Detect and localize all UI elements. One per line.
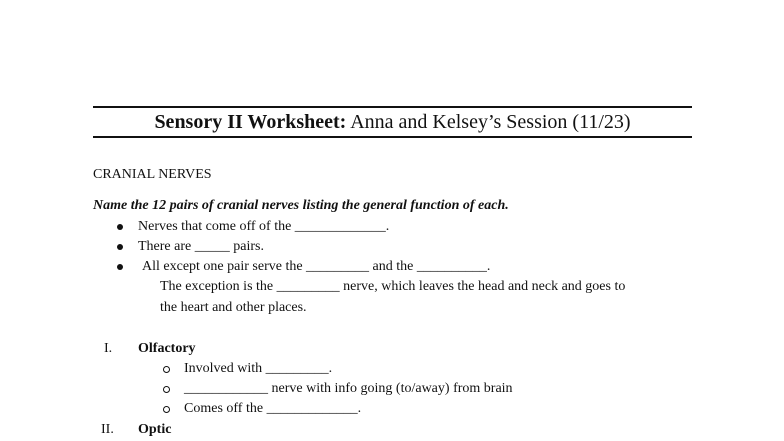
nerve-numeral: II. xyxy=(101,422,114,437)
bullet-item: All except one pair serve the _________ and the __________. xyxy=(142,259,491,274)
nerve-name: Optic xyxy=(138,422,172,437)
worksheet-title xyxy=(93,109,692,135)
title-regular-part: Anna and Kelsey’s Session (11/23) xyxy=(346,111,631,133)
title-top-rule xyxy=(93,106,692,108)
sub-bullet-item: Comes off the _____________. xyxy=(184,401,362,416)
bullet-dot xyxy=(117,244,123,250)
sub-bullet-circle xyxy=(163,366,170,373)
bullet-dot xyxy=(117,224,123,230)
bullet-continuation: the heart and other places. xyxy=(160,300,307,315)
bullet-item: There are _____ pairs. xyxy=(138,239,264,254)
sub-bullet-item: ____________ nerve with info going (to/away) from brain xyxy=(184,381,513,396)
bullet-dot xyxy=(117,264,123,270)
instruction-text: Name the 12 pairs of cranial nerves listing the general function of each. xyxy=(93,198,509,213)
nerve-numeral: I. xyxy=(104,341,113,356)
sub-bullet-circle xyxy=(163,406,170,413)
nerve-name: Olfactory xyxy=(138,341,196,356)
section-heading: CRANIAL NERVES xyxy=(93,167,212,182)
bullet-continuation: The exception is the _________ nerve, which leaves the head and neck and goes to xyxy=(160,279,626,294)
title-bottom-rule xyxy=(93,136,692,138)
bullet-item: Nerves that come off of the _____________. xyxy=(138,219,390,234)
title-bold-part: Sensory II Worksheet: xyxy=(154,111,347,133)
sub-bullet-item: Involved with _________. xyxy=(184,361,333,376)
sub-bullet-circle xyxy=(163,386,170,393)
